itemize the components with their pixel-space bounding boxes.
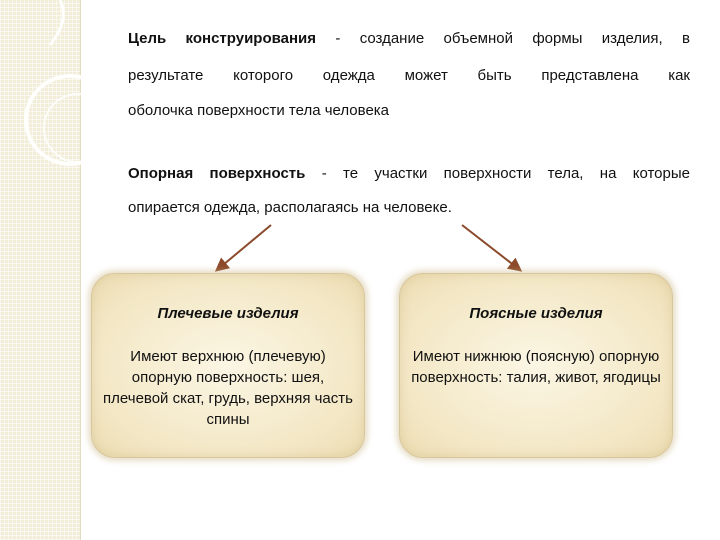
shoulder-items-title: Плечевые изделия [157, 305, 299, 322]
construction-goal-text: - создание объемной формы изделия, в [316, 30, 691, 47]
support-surface-text: - те участки поверхности тела, на которые [305, 165, 690, 182]
shoulder-items-description: Имеют верхнюю (плечевую) опорную поверхность: шея, плечевой скат, грудь, верхняя часть спины [103, 348, 353, 428]
support-surface-line-1 [128, 165, 690, 182]
support-surface-term: Опорная поверхность [128, 165, 306, 182]
construction-goal-line-2: результате которого одежда может быть представлена как [128, 67, 690, 84]
waist-items-description: Имеют нижнюю (поясную) опорную поверхность: талия, живот, ягодицы [411, 348, 661, 386]
construction-goal-term: Цель конструирования [128, 30, 317, 47]
waist-items-title: Поясные изделия [469, 305, 603, 322]
construction-goal-line-3: оболочка поверхности тела человека [128, 102, 390, 119]
construction-goal-line-1 [128, 30, 690, 47]
arrow-to-waist-items [462, 225, 520, 270]
waist-items-card [399, 273, 673, 458]
support-surface-line-2: опирается одежда, располагаясь на человеке. [128, 199, 452, 216]
arrow-to-shoulder-items [217, 225, 271, 270]
shoulder-items-card [91, 273, 365, 458]
decorative-circles [0, 0, 110, 220]
